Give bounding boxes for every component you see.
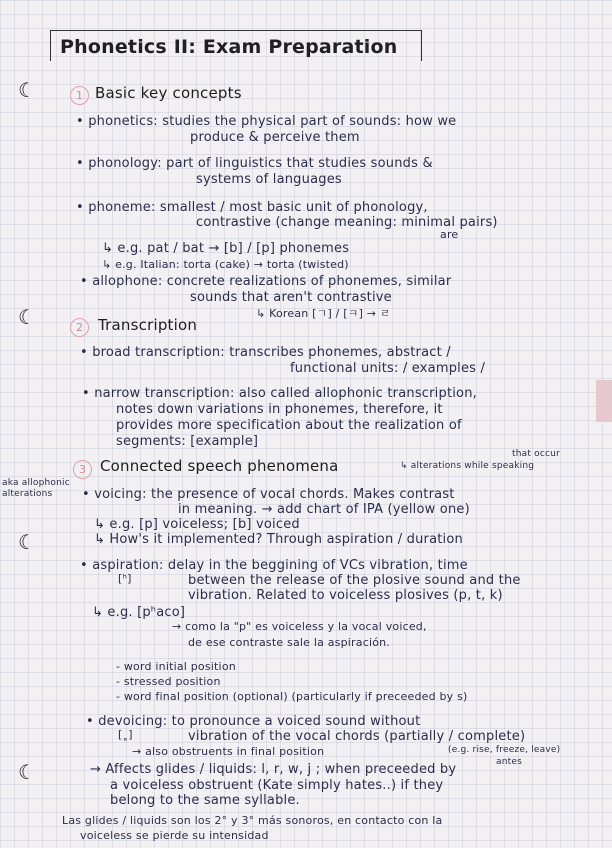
- moon-icon: ☾: [18, 78, 36, 102]
- note-line: • allophone: concrete realizations of phonemes, similar: [80, 274, 452, 289]
- note-line: between the release of the plosive sound and the: [188, 573, 521, 588]
- note-line: • voicing: the presence of vocal chords. Makes contrast: [82, 487, 455, 502]
- note-line: ↳ e.g. [pʰaco]: [92, 605, 186, 620]
- section-number: 1: [70, 86, 89, 105]
- note-line: [ʰ]: [118, 572, 132, 585]
- note-line: ↳ alterations while speaking: [400, 461, 535, 471]
- section-heading: Transcription: [98, 316, 198, 334]
- note-line: belong to the same syllable.: [110, 793, 300, 808]
- list-item: - word initial position: [116, 660, 236, 673]
- note-line: → Affects glides / liquids: l, r, w, j ; when preceeded by: [90, 762, 457, 777]
- section-number: 2: [70, 318, 89, 337]
- note-line: provides more specification about the realization of: [116, 418, 462, 433]
- note-line: sounds that aren't contrastive: [190, 290, 392, 305]
- page-edge-tab: [596, 380, 612, 422]
- footer-note: voiceless se pierde su intensidad: [80, 829, 269, 842]
- note-line: functional units: / examples /: [290, 361, 486, 376]
- section-heading: Basic key concepts: [95, 84, 242, 102]
- note-line: are: [440, 228, 459, 241]
- note-line: ↳ e.g. Italian: torta (cake) → torta (twisted): [102, 258, 349, 271]
- note-line: vibration. Related to voiceless plosives (p, t, k): [188, 588, 503, 603]
- note-line: → como la "p" es voiceless y la vocal voiced,: [172, 620, 427, 633]
- list-item: - stressed position: [116, 675, 221, 688]
- moon-icon: ☾: [18, 530, 36, 554]
- moon-icon: ☾: [18, 760, 36, 784]
- note-line: (e.g. rise, freeze, leave): [448, 745, 561, 755]
- note-line: a voiceless obstruent (Kate simply hates..) if they: [110, 778, 444, 793]
- note-line: • aspiration: delay in the beggining of VCs vibration, time: [80, 558, 468, 573]
- section-heading: Connected speech phenomena: [100, 457, 339, 475]
- margin-note: aka allophonic alterations: [2, 478, 70, 499]
- note-line: produce & perceive them: [190, 130, 360, 145]
- list-item: - word final position (optional) (particularly if preceeded by s): [116, 690, 468, 703]
- note-line: ↳ Korean [ㄱ] / [ㅋ] → ㄹ: [256, 307, 391, 320]
- note-line: de ese contraste sale la aspiración.: [188, 636, 391, 649]
- note-line: • phonology: part of linguistics that studies sounds &: [76, 156, 433, 171]
- note-line: systems of languages: [196, 172, 342, 187]
- note-line: ↳ e.g. pat / bat → [b] / [p] phonemes: [102, 241, 350, 256]
- note-line: ↳ e.g. [p] voiceless; [b] voiced: [94, 517, 300, 532]
- moon-icon: ☾: [18, 305, 36, 329]
- note-line: contrastive (change meaning: minimal pairs): [196, 215, 498, 230]
- section-number: 3: [73, 460, 92, 479]
- note-line: → also obstruents in final position: [132, 745, 325, 758]
- note-line: • phonetics: studies the physical part of sounds: how we: [76, 114, 457, 129]
- note-line: notes down variations in phonemes, therefore, it: [116, 402, 443, 417]
- footer-note: Las glides / liquids son los 2° y 3° más sonoros, en contacto con la: [62, 814, 443, 827]
- page-title: Phonetics II: Exam Preparation: [60, 36, 398, 58]
- note-line: • phoneme: smallest / most basic unit of phonology,: [76, 200, 428, 215]
- note-line: [˳]: [118, 728, 133, 741]
- note-line: in meaning. → add chart of IPA (yellow one): [178, 502, 470, 517]
- note-line: ↳ How's it implemented? Through aspiration / duration: [94, 532, 463, 547]
- note-line: that occur: [512, 449, 560, 459]
- note-line: vibration of the vocal chords (partially / complete): [188, 729, 526, 744]
- note-line: • broad transcription: transcribes phonemes, abstract /: [80, 345, 451, 360]
- note-line: antes: [496, 757, 522, 767]
- note-line: • narrow transcription: also called allophonic transcription,: [82, 386, 477, 401]
- note-line: • devoicing: to pronounce a voiced sound without: [86, 714, 421, 729]
- note-line: segments: [example]: [116, 434, 259, 449]
